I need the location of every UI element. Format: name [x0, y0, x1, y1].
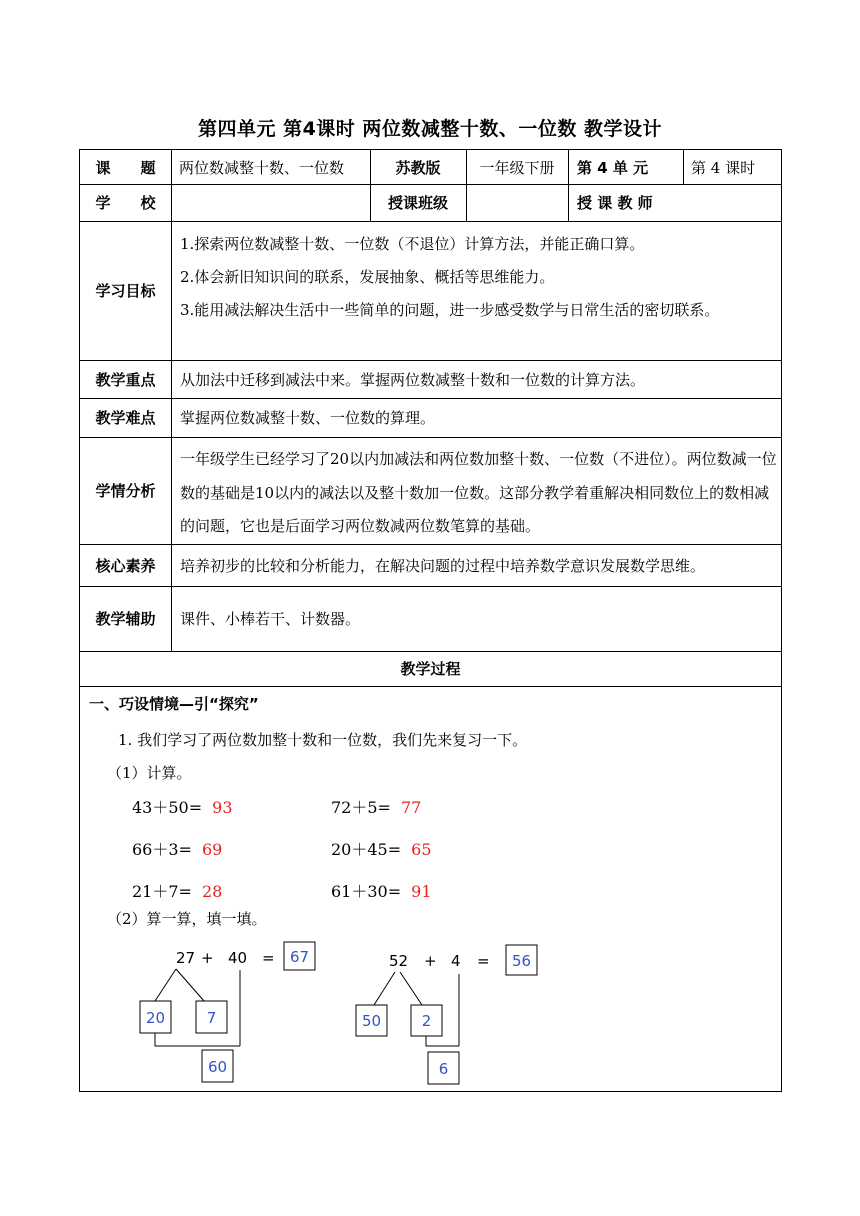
difficulty-label: 教学难点 — [95, 409, 156, 427]
calc-answer: 69 — [201, 840, 223, 859]
page-title: 第四单元 第4课时 两位数减整十数、一位数 教学设计 — [197, 118, 663, 140]
topic-label: 课 题 — [95, 158, 156, 177]
diagram1-result: 67 — [289, 948, 310, 966]
diagram1-b: 40 — [228, 949, 248, 967]
diagram2-result: 56 — [511, 952, 532, 970]
section-heading: 一、巧设情境—引“探究” — [89, 695, 259, 713]
diagram2-eq: = — [477, 952, 490, 970]
difficulty-text: 掌握两位数减整十数、一位数的算理。 — [180, 409, 436, 427]
diagram2-b: 4 — [451, 952, 461, 970]
calc-item: 72＋5= 77 — [331, 798, 422, 817]
diagram2-ones: 2 — [421, 1012, 432, 1030]
diagram2-a: 52 — [389, 952, 409, 970]
literacy-text: 培养初步的比较和分析能力，在解决问题的过程中培养数学意识发展数学思维。 — [180, 556, 706, 575]
unit: 第 4 单 元 — [577, 158, 649, 177]
calc-answer: 93 — [212, 798, 233, 817]
calc-answer: 28 — [201, 882, 223, 901]
diagram1-a: 27 — [176, 949, 196, 967]
class-label: 授课班级 — [387, 194, 448, 212]
aids-text: 课件、小棒若干、计数器。 — [180, 610, 361, 628]
calc-item: 66＋3= 69 — [132, 840, 223, 859]
goals-label: 学习目标 — [95, 282, 156, 300]
edition: 苏教版 — [395, 158, 441, 177]
lesson-number: 第 4 课时 — [691, 158, 756, 177]
diagram2-sum: 6 — [438, 1060, 449, 1078]
calc-item: 43＋50= 93 — [132, 798, 233, 817]
goal-item: 2.体会新旧知识间的联系，发展抽象、概括等思维能力。 — [180, 268, 555, 286]
diagram1-ones: 7 — [206, 1009, 217, 1027]
diagram1-eq: = — [262, 949, 275, 967]
sub-step-text: （2）算一算，填一填。 — [107, 910, 267, 928]
topic-value: 两位数减整十数、一位数 — [179, 158, 345, 177]
decomposition-diagrams — [80, 150, 780, 1090]
literacy-label: 核心素养 — [95, 556, 156, 575]
analysis-label: 学情分析 — [95, 482, 156, 500]
grade: 一年级下册 — [479, 158, 555, 177]
calc-answer: 65 — [411, 840, 432, 859]
school-label: 学 校 — [95, 194, 156, 212]
sub-step-text: （1）计算。 — [107, 764, 192, 782]
calc-item: 20＋45= 65 — [331, 840, 432, 859]
key-point-label: 教学重点 — [95, 370, 156, 389]
goal-item: 3.能用减法解决生活中一些简单的问题，进一步感受数学与日常生活的密切联系。 — [180, 301, 720, 319]
step-text: 1. 我们学习了两位数加整十数和一位数，我们先来复习一下。 — [118, 731, 528, 749]
diagram1-sum: 60 — [207, 1058, 228, 1076]
process-label: 教学过程 — [400, 660, 461, 678]
calc-item: 61＋30= 91 — [331, 882, 432, 901]
goal-item: 1.探索两位数减整十数、一位数（不退位）计算方法，并能正确口算。 — [180, 235, 645, 253]
calc-item: 21＋7= 28 — [132, 882, 223, 901]
aids-label: 教学辅助 — [95, 610, 156, 628]
calc-answer: 77 — [400, 798, 422, 817]
teacher-label: 授 课 教 师 — [577, 194, 653, 212]
diagram2-op: + — [424, 952, 437, 970]
lesson-plan-table — [79, 149, 782, 1092]
diagram2-tens: 50 — [361, 1012, 382, 1030]
diagram1-op: + — [201, 949, 214, 967]
calc-answer: 91 — [411, 882, 432, 901]
analysis-text: 一年级学生已经学习了20以内加减法和两位数加整十数、一位数（不进位）。两位数减一位数的基础是10以内的减法以及整十数加一位数。这部分教学着重解决相同数位上的数相减的问题，它也是后面学习两位数减两位数笔算的基础。 — [180, 450, 777, 535]
key-point-text: 从加法中迁移到减法中来。掌握两位数减整十数和一位数的计算方法。 — [180, 370, 646, 389]
diagram1-tens: 20 — [145, 1009, 166, 1027]
